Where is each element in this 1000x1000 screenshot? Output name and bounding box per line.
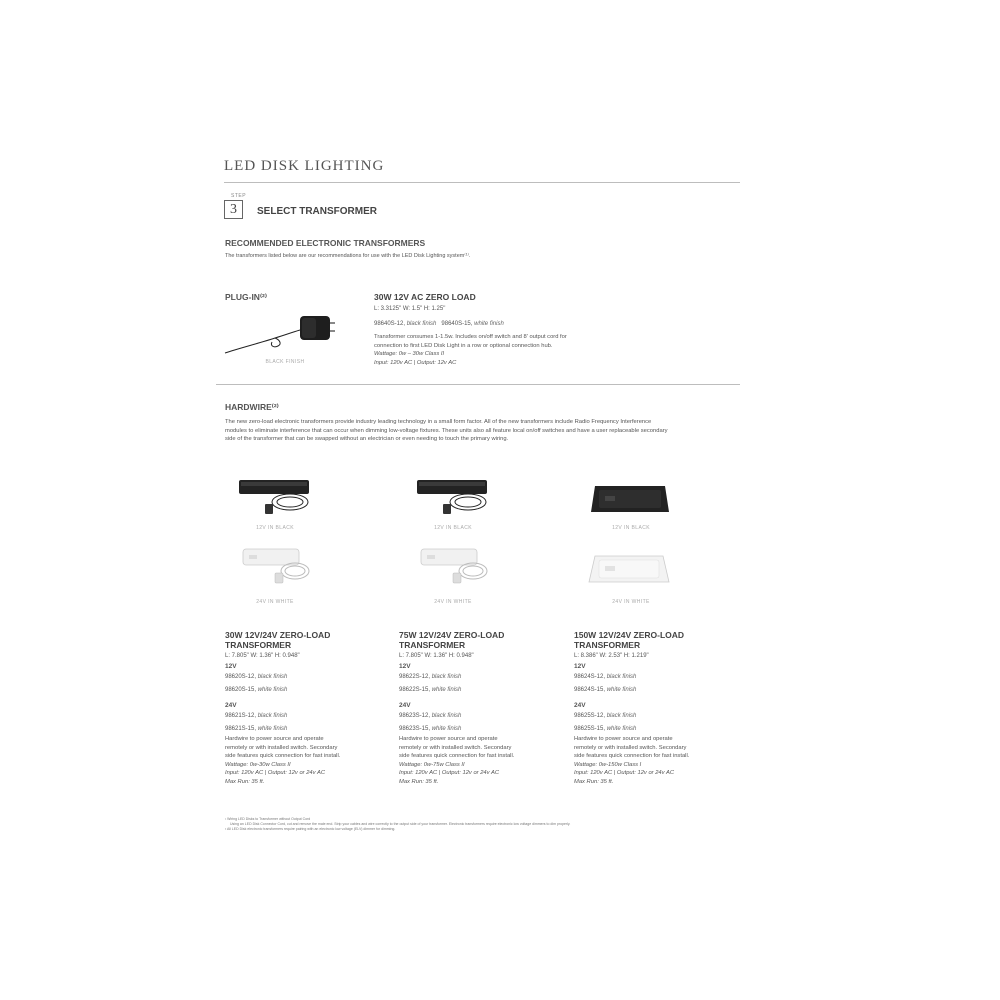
- product-1-details: [225, 630, 340, 787]
- step-label: STEP: [231, 193, 247, 199]
- product-2-white-image: [413, 543, 503, 593]
- product-3-sku-1: 98624S-12, black finish: [574, 674, 637, 680]
- product-1-sku-4: 98621S-15, white finish: [225, 725, 288, 732]
- plugin-dimensions: L: 3.3125" W: 1.5" H: 1.25": [374, 306, 446, 312]
- product-2-sku-1: 98622S-12, black finish: [399, 674, 462, 680]
- product-1-24v-label: 24V: [225, 702, 237, 709]
- product-3-details: [574, 630, 689, 787]
- plugin-caption: BLACK FINISH: [265, 359, 305, 365]
- product-2-caption-black: 12V IN BLACK: [434, 525, 472, 531]
- product-3-title: 150W 12V/24V ZERO-LOAD: [574, 630, 685, 640]
- hardwire-text: The new zero-load electronic transformers provide industry leading technology in a small form factor. All of the new transformers include Radio Frequency Interference modules to eliminate interference that can occur when dimming low-voltage fixtures. These units also all feature local on/off switches and have a user replaceable secondary side of the transformer that can be swapped without an electrician or even needing to touch the primary wiring.: [225, 419, 668, 443]
- product-2-title-2: TRANSFORMER: [399, 640, 466, 650]
- product-2-details: [399, 630, 514, 787]
- product-3-sku-2: 98624S-15, white finish: [574, 686, 637, 693]
- page-title: LED DISK LIGHTING: [224, 158, 385, 174]
- product-1-sku-2: 98620S-15, white finish: [225, 686, 288, 693]
- product-1-caption-black: 12V IN BLACK: [256, 525, 294, 531]
- product-3-sku-4: 98625S-15, white finish: [574, 725, 637, 732]
- product-3-black-image: [585, 478, 675, 523]
- recommended-text: The transformers listed below are our recommendations for use with the LED Disk Lighting system⁽¹⁾.: [225, 253, 471, 259]
- footnote-1: ¹ Wiring LED Disks to Transformer without Output Cord: [225, 817, 311, 821]
- plugin-title: 30W 12V AC ZERO LOAD: [374, 292, 476, 302]
- product-2-title: 75W 12V/24V ZERO-LOAD: [399, 630, 505, 640]
- product-1-sku-1: 98620S-12, black finish: [225, 674, 288, 680]
- footnote-1-detail: Using an LED Disk Connector Cord, cut and remove the male end. Strip your cables and wire correctly to the output side of your transformer. Electronic transformers require electronic low voltage dimmers to dim properly.: [230, 822, 571, 826]
- product-2-caption-white: 24V IN WHITE: [434, 599, 472, 605]
- product-2-dimensions: L: 7.805" W: 1.36" H: 0.948": [399, 653, 474, 659]
- product-1-title: 30W 12V/24V ZERO-LOAD: [225, 630, 331, 640]
- footnotes: [225, 817, 745, 832]
- product-3-12v-label: 12V: [574, 663, 586, 670]
- product-3-24v-label: 24V: [574, 702, 586, 709]
- product-2-black-image: [413, 470, 503, 520]
- product-3-title-2: TRANSFORMER: [574, 640, 641, 650]
- plugin-skus: 98640S-12, black finish 98640S-15, white finish: [374, 321, 504, 327]
- product-2-sku-4: 98623S-15, white finish: [399, 725, 462, 732]
- product-3-dimensions: L: 8.386" W: 2.53" H: 1.219": [574, 653, 649, 659]
- product-1-description: Hardwire to power source and operate remotely or with installed switch. Secondary side features quick connection for fast install. Wattage: 0w-30w Class II Input: 120v AC | Output: 12v or 24v AC Max Run: 35 ft.: [225, 736, 341, 785]
- product-2-sku-2: 98622S-15, white finish: [399, 686, 462, 693]
- product-1-caption-white: 24V IN WHITE: [256, 599, 294, 605]
- product-3-white-image: [585, 550, 675, 595]
- product-3-sku-3: 98625S-12, black finish: [574, 713, 637, 719]
- product-3-caption-black: 12V IN BLACK: [612, 525, 650, 531]
- product-1-sku-3: 98621S-12, black finish: [225, 713, 288, 719]
- product-2-24v-label: 24V: [399, 702, 411, 709]
- product-1-12v-label: 12V: [225, 663, 237, 670]
- plugin-label: PLUG-IN⁽²⁾: [225, 292, 267, 302]
- step-number: 3: [224, 200, 243, 219]
- product-1-white-image: [235, 543, 325, 593]
- product-2-sku-3: 98623S-12, black finish: [399, 713, 462, 719]
- product-1-black-image: [235, 470, 325, 520]
- product-3-caption-white: 24V IN WHITE: [612, 599, 650, 605]
- product-1-dimensions: L: 7.805" W: 1.36" H: 0.948": [225, 653, 300, 659]
- section-divider: [216, 384, 740, 385]
- plugin-description: Transformer consumes 1-1.5w. Includes on/off switch and 8' output cord for connection to first LED Disk Light in a row or optional connection hub. Wattage: 0w – 30w Class II Input: 120v AC | Output: 12v AC: [374, 334, 567, 366]
- footnote-2: ² All LED Disk electronic transformers require pairing with an electronic low voltage (ELV) dimmer for dimming.: [225, 827, 396, 831]
- hardwire-label: HARDWIRE⁽²⁾: [225, 402, 279, 412]
- plugin-transformer-image: [220, 308, 350, 358]
- title-divider: [224, 182, 740, 183]
- product-2-description: Hardwire to power source and operate remotely or with installed switch. Secondary side features quick connection for fast install. Wattage: 0w-75w Class II Input: 120v AC | Output: 12v or 24v AC Max Run: 35 ft.: [399, 736, 515, 785]
- product-2-12v-label: 12V: [399, 663, 411, 670]
- product-3-description: Hardwire to power source and operate remotely or with installed switch. Secondary side features quick connection for fast install. Wattage: 0w-150w Class I Input: 120v AC | Output: 12v or 24v AC Max Run: 35 ft.: [574, 736, 690, 785]
- recommended-heading: RECOMMENDED ELECTRONIC TRANSFORMERS: [225, 238, 426, 248]
- product-1-title-2: TRANSFORMER: [225, 640, 292, 650]
- step-title: SELECT TRANSFORMER: [257, 206, 377, 217]
